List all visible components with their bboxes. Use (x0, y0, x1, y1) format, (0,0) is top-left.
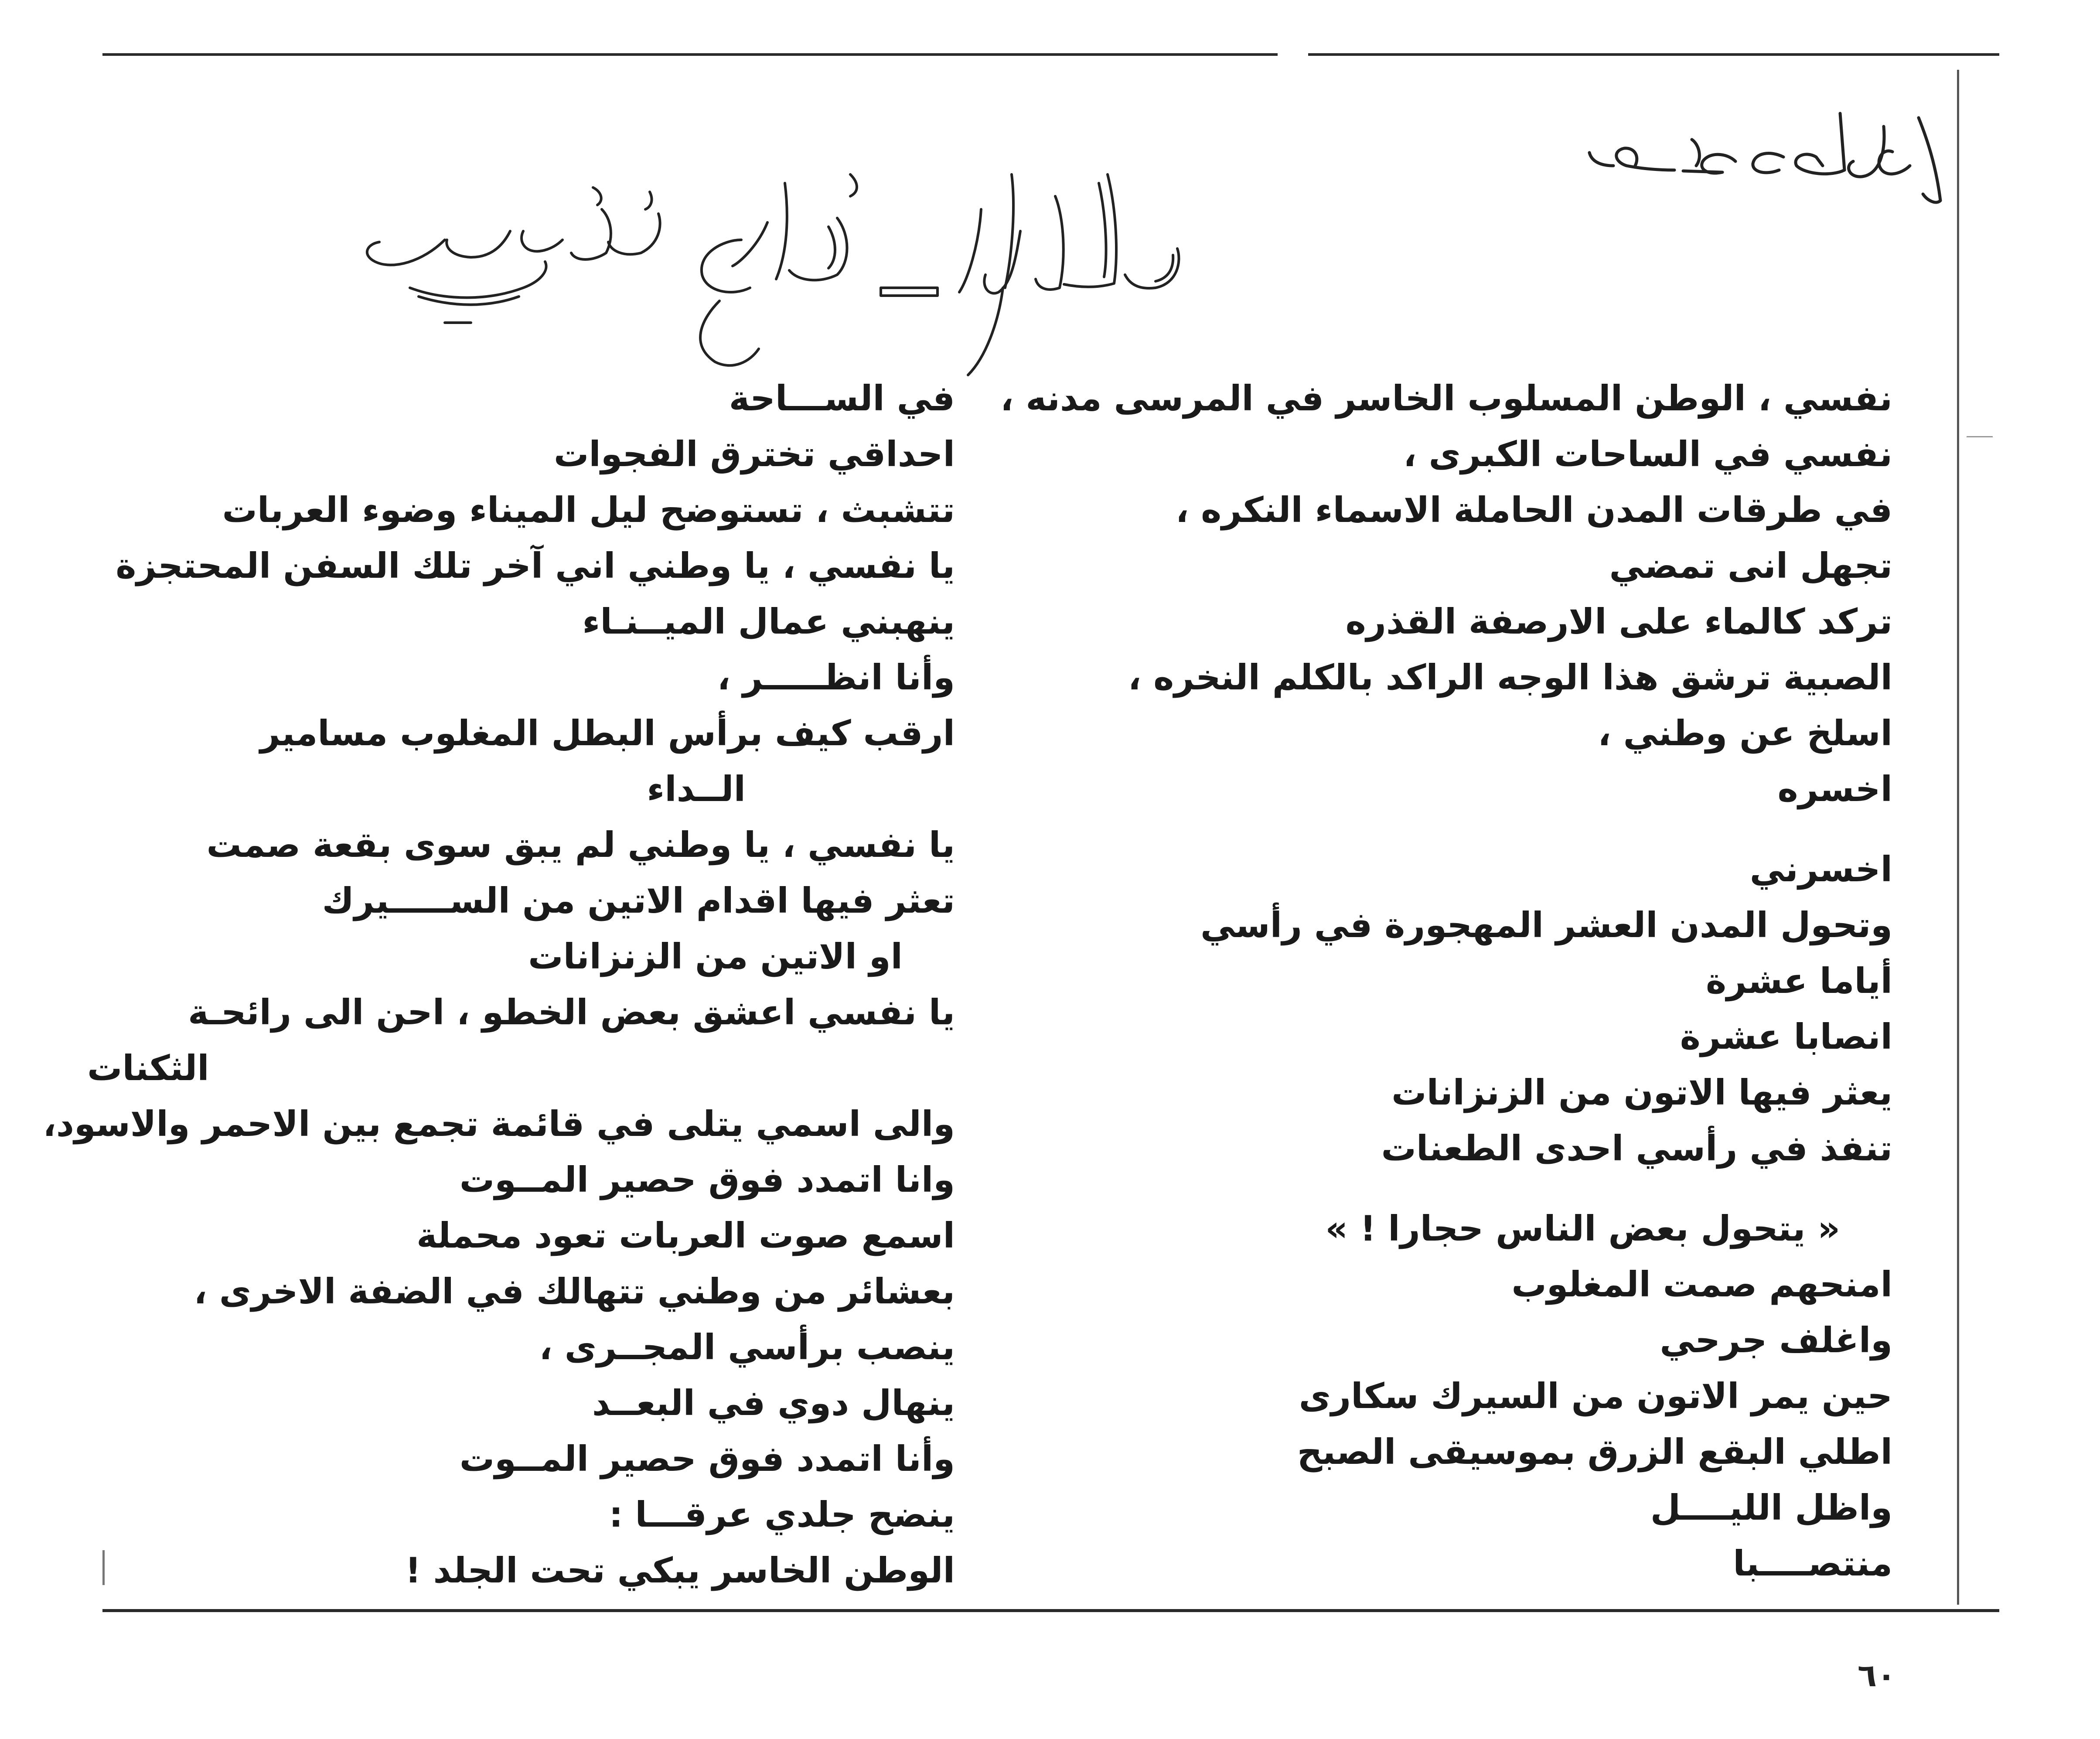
poem-line: الوطن الخاسر يبكي تحت الجلد ! (405, 1550, 955, 1591)
poem-line: نفسي ، الوطن المسلوب الخاسر في المرسى مدنه ، (1000, 378, 1892, 419)
poem-line: او الاتين من الزنزانات (528, 936, 903, 977)
poem-line: ارقب كيف برأس البطل المغلوب مسامير (260, 713, 955, 754)
stanza-break (1099, 817, 1892, 842)
poem-line: اخسره (1777, 769, 1892, 809)
poem-line: وانا اتمدد فوق حصير المــوت (459, 1159, 955, 1200)
poem-line: تركد كالماء على الارصفة القذره (1345, 601, 1892, 642)
margin-mark (1967, 436, 1993, 437)
poem-line: الصبية ترشق هذا الوجه الراكد بالكلم النخره ، (1128, 657, 1892, 698)
poem-line: امنحهم صمت المغلوب (1511, 1264, 1892, 1305)
poem-line: والى اسمي يتلى في قائمة تجمع بين الاحمر والاسود، (43, 1104, 955, 1144)
poem-line: تعثر فيها اقدام الاتين من الســـــيرك (322, 880, 955, 921)
poem-line: يا نفسي ، يا وطني لم يبق سوى بقعة صمت (206, 825, 955, 865)
poem-line: اخسرني (1749, 849, 1892, 890)
poem-right-column (1000, 371, 1892, 1592)
page-number: ٦٠ (1858, 1657, 1896, 1694)
poem-line: ينصب برأسي المجــرى ، (539, 1327, 955, 1367)
poem-line: يا نفسي اعشق بعض الخطو ، احن الى رائحـة (188, 992, 955, 1033)
poem-line: نفسي في الساحات الكبرى ، (1403, 434, 1892, 474)
poem-line: اسلخ عن وطني ، (1598, 713, 1892, 754)
author-signature (1578, 100, 1962, 222)
poem-line: ينهال دوي في البعــد (592, 1383, 955, 1423)
bottom-rule (102, 1609, 1999, 1612)
poem-line: اطلي البقع الزرق بموسيقى الصبح (1297, 1432, 1892, 1472)
stanza-break (1099, 1176, 1892, 1201)
poem-left-column (43, 371, 955, 1599)
poem-line-quote: « يتحول بعض الناس حجارا ! » (1325, 1208, 1840, 1249)
poem-line: تنفذ في رأسي احدى الطعنات (1381, 1128, 1892, 1169)
poem-line: وأنا انظـــــر ، (717, 657, 955, 698)
title-calligraphy (358, 157, 1212, 384)
right-margin-rule (1957, 70, 1959, 1605)
top-rule (102, 53, 1999, 56)
poem-line: احداقي تخترق الفجوات (553, 434, 955, 474)
poem-line: تجهل انى تمضي (1609, 546, 1892, 586)
poem-line: في طرقات المدن الحاملة الاسماء النكره ، (1175, 490, 1892, 530)
poem-line: وأنا اتمدد فوق حصير المــوت (459, 1439, 955, 1479)
poem-line: واظل الليــــل (1650, 1487, 1892, 1528)
poem-line: ينهبني عمال الميــنـاء (582, 601, 955, 642)
poem-line-continuation: الــداء (647, 769, 746, 809)
poem-line: أياما عشرة (1706, 961, 1892, 1001)
top-rule-break (1278, 51, 1308, 58)
poem-line: بعشائر من وطني تتهالك في الضفة الاخرى ، (194, 1271, 955, 1312)
poem-line: في الســـاحة (729, 378, 955, 419)
poem-line: يعثر فيها الاتون من الزنزانات (1391, 1072, 1892, 1113)
poem-line: اسمع صوت العربات تعود محملة (416, 1215, 955, 1256)
poem-line-continuation: الثكنات (87, 1048, 209, 1088)
poem-line: تتشبث ، تستوضح ليل الميناء وضوء العربات (222, 490, 955, 530)
poem-line: واغلف جرحي (1660, 1320, 1892, 1361)
poem-line: ينضح جلدي عرقـــا : (609, 1494, 955, 1535)
poem-line: حين يمر الاتون من السيرك سكارى (1299, 1376, 1892, 1416)
poem-line: وتحول المدن العشر المهجورة في رأسي (1200, 905, 1892, 945)
poem-line: يا نفسي ، يا وطني اني آخر تلك السفن المحتجزة (116, 546, 955, 586)
poem-line: انصابا عشرة (1680, 1016, 1892, 1057)
poem-line: منتصــــبا (1733, 1543, 1892, 1584)
